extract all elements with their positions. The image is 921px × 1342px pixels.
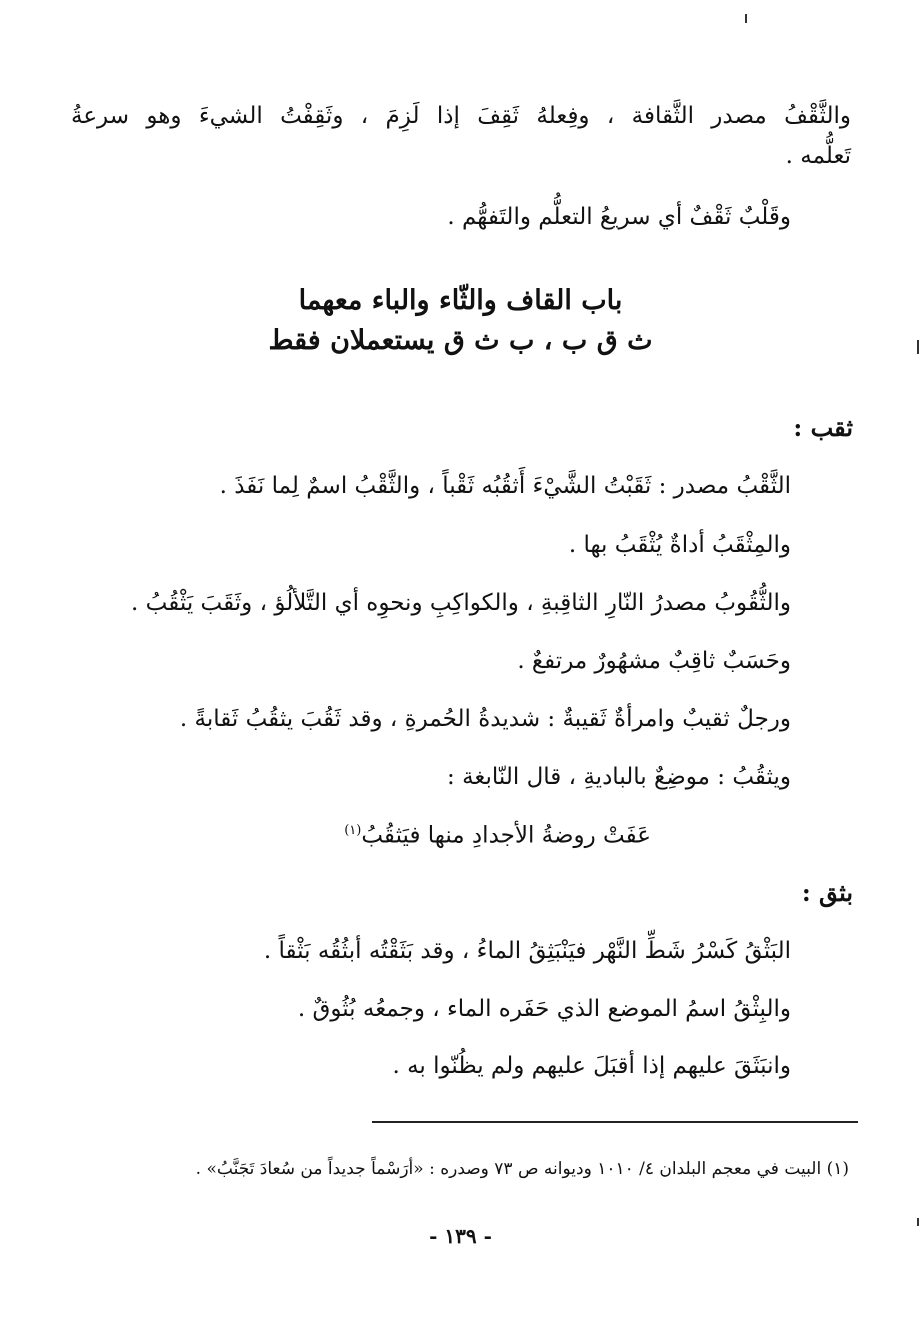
entry-bathq-line-1: البَثْقُ كَسْرُ شَطِّ النَّهْر فيَنْبَثِقُ الماءُ ، وقد بَثَقْتُه أبثُقُه بَثْقاً .	[263, 938, 791, 964]
footnote-text: (١) البيت في معجم البلدان ٤/ ١٠١٠ وديوانه ص ٧٣ وصدره : «أرَسْماً جديداً من سُعادَ تَجَنَّبُ» .	[195, 1159, 849, 1179]
intro-line-1: والثَّقْفُ مصدر الثَّقافة ، وفِعلهُ ثَقِفَ إذا لَزِمَ ، وثَقِفْتُ الشيءَ وهو سرعةُ	[71, 103, 851, 129]
entry-thaqb-line-6: ويثقُبُ : موضِعٌ بالباديةِ ، قال النّابغة :	[447, 764, 791, 790]
entry-head-thaqb: ثقب :	[793, 413, 853, 442]
scan-speck	[917, 340, 919, 354]
entry-thaqb-line-1: الثَّقْبُ مصدر : ثَقَبْتُ الشَّيْءَ أَثقُبُه ثَقْباً ، والثَّقْبُ اسمٌ لِما نَفَذَ .	[219, 473, 791, 499]
entry-thaqb-line-4: وحَسَبٌ ثاقِبٌ مشهُورٌ مرتفعٌ .	[517, 648, 791, 674]
scan-speck	[917, 1218, 919, 1226]
intro-line-2: تَعلُّمه .	[785, 143, 851, 169]
entry-bathq-line-3: وانبَثَقَ عليهم إذا أقبَلَ عليهم ولم يظُنّوا به .	[392, 1053, 791, 1079]
verse-footnote-marker: (١)	[344, 823, 362, 838]
entry-bathq-line-2: والبِثْقُ اسمُ الموضع الذي حَفَره الماء ، وجمعُه بُثُوقٌ .	[297, 996, 791, 1022]
entry-thaqb-line-2: والمِثْقَبُ أداةٌ يُثْقَبُ بها .	[568, 532, 791, 558]
page-number: - ١٣٩ -	[429, 1224, 492, 1248]
entry-thaqb-line-3: والثُّقُوبُ مصدرُ النّارِ الثاقِبةِ ، والكواكِبِ ونحوِه أي التَّلألُؤ ، وثَقَبَ يَثْقُبُ .	[131, 590, 791, 616]
intro-line-3: وقَلْبٌ ثَقْفٌ أي سريعُ التعلُّم والتَفهُّم .	[447, 204, 791, 230]
chapter-title: باب القاف والثّاء والباء معهما	[298, 285, 623, 316]
entry-thaqb-line-5: ورجلٌ ثقيبٌ وامرأةٌ ثَقيبةٌ : شديدةُ الحُمرةِ ، وقد ثَقُبَ يثقُبُ ثَقابةً .	[179, 706, 791, 732]
entry-head-bathq: بثق :	[801, 878, 853, 907]
chapter-subtitle: ث ق ب ، ب ث ق يستعملان فقط	[268, 325, 653, 356]
scan-speck	[745, 14, 747, 23]
verse-text: عَفَتْ روضةُ الأجدادِ منها فيَثقُبُ	[361, 822, 651, 849]
footnote-rule	[372, 1121, 858, 1123]
verse-line	[344, 816, 651, 851]
